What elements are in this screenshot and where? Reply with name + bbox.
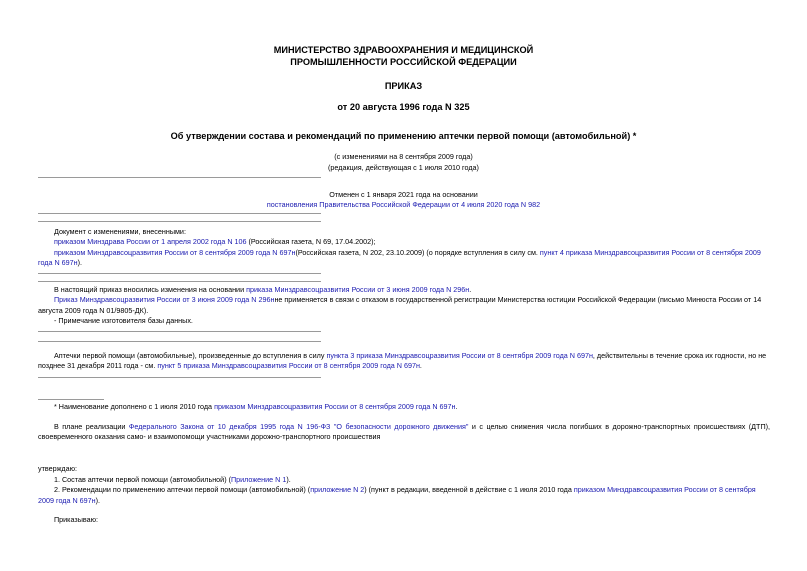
cancel-link[interactable]: постановления Правительства Российской Федерации от 4 июля 2020 года N 982 xyxy=(266,200,541,210)
amendment-link[interactable]: приказом Минздрава России от 1 апреля 2002 года N 106 xyxy=(54,237,247,247)
doc-date-number: от 20 августа 1996 года N 325 xyxy=(337,102,470,112)
divider xyxy=(38,221,321,222)
validity-block xyxy=(38,351,770,372)
ministry-name xyxy=(0,44,807,69)
db-note: - Примечание изготовителя базы данных. xyxy=(54,316,193,326)
law-link[interactable]: Федерального Закона от 10 декабря 1995 года N 196-ФЗ "О безопасности дорожного движения" xyxy=(128,422,469,431)
footnote-separator xyxy=(38,399,104,400)
doc-type: ПРИКАЗ xyxy=(384,81,423,91)
divider xyxy=(38,177,321,178)
changes-block xyxy=(38,285,770,327)
divider xyxy=(38,213,321,214)
approved-item: 1. Состав аптечки первой помощи (автомобильной) (Приложение N 1). xyxy=(54,475,291,484)
cancel-text: Отменен с 1 января 2021 года на основании xyxy=(329,190,478,199)
cancel-notice xyxy=(0,190,807,211)
amendment-link[interactable]: приказом Минздравсоцразвития России от 8 сентября 2009 года N 697н xyxy=(54,247,296,257)
changes-link[interactable]: Приказ Минздравсоцразвития России от 3 июня 2009 года N 296н xyxy=(54,295,275,305)
divider xyxy=(38,273,321,274)
order-label: Приказываю: xyxy=(54,515,98,524)
order-link[interactable]: приказом Минздравсоцразвития России от 8 сентября 2009 года N 697н xyxy=(38,485,756,505)
amendment-item: приказом Минздрава России от 1 апреля 2002 года N 106 (Российская газета, N 69, 17.04.2002); xyxy=(54,237,376,247)
amendments-heading: Документ с изменениями, внесенными: xyxy=(54,227,186,236)
validity-link[interactable]: пункта 3 приказа Минздравсоцразвития России от 8 сентября 2009 года N 697н xyxy=(326,351,593,360)
amendments-block xyxy=(38,227,770,269)
validity-link[interactable]: пункт 5 приказа Минздравсоцразвития России от 8 сентября 2009 года N 697н xyxy=(157,361,420,371)
divider xyxy=(38,281,321,282)
ministry-line-1: МИНИСТЕРСТВО ЗДРАВООХРАНЕНИЯ И МЕДИЦИНСКОЙ xyxy=(273,45,534,55)
divider xyxy=(38,341,321,342)
footnote: * Наименование дополнено с 1 июля 2010 года приказом Минздравсоцразвития России от 8 сентября 2009 года N 697н. xyxy=(54,402,458,411)
divider xyxy=(38,331,321,332)
validity-paragraph: Аптечки первой помощи (автомобильные), произведенные до вступления в силу пункта 3 приказа Минздравсоцразвития России от 8 сентября 2009 года N 697н, действительны в течение срока их годности, но не позднее 31 декабря 2011 года - см. пункт 5 приказа Минздравсоцразвития России от 8 сентября 2009 года N 697н. xyxy=(38,351,767,371)
changes-paragraph: В настоящий приказ вносились изменения на основании приказа Минздравсоцразвития России от 3 июня 2009 года N 296н. xyxy=(54,285,472,294)
appendix-1-link[interactable]: Приложение N 1 xyxy=(230,475,287,484)
intro-paragraph: В плане реализации Федерального Закона от 10 декабря 1995 года N 196-ФЗ "О безопасности дорожного движения" и с целью снижения числа погибших в дорожно-транспортных происшествиях (ДТП), своевременного оказания само- и взаимопомощи участниками дорожно-транспортного происшествия xyxy=(38,422,770,442)
divider xyxy=(38,377,321,378)
ministry-line-2: ПРОМЫШЛЕННОСТИ РОССИЙСКОЙ ФЕДЕРАЦИИ xyxy=(290,57,517,68)
changes-paragraph: Приказ Минздравсоцразвития России от 3 июня 2009 года N 296нне применяется в связи с отказом в государственной регистрации Министерства юстиции Российской Федерации (письмо Минюста России от 14 августа 2009 года N 01/9805-ДК). xyxy=(38,295,762,315)
changes-note: (с изменениями на 8 сентября 2009 года) xyxy=(334,152,473,161)
approve-label: утверждаю: xyxy=(38,464,78,473)
amendment-link[interactable]: пункт 4 приказа Минздравсоцразвития России от 8 сентября 2009 года N 697н xyxy=(38,247,761,268)
changes-link[interactable]: приказа Минздравсоцразвития России от 3 июня 2009 года N 296н xyxy=(246,285,470,294)
edition-note: (редакция, действующая с 1 июля 2010 года) xyxy=(328,163,479,172)
doc-title: Об утверждении состава и рекомендаций по применению аптечки первой помощи (автомобильной) * xyxy=(170,131,637,141)
approved-item: 2. Рекомендации по применению аптечки первой помощи (автомобильной) (приложение N 2) (пункт в редакции, введенной в действие с 1 июля 2010 года приказом Минздравсоцразвития России от 8 сентября 2009 года N 697н). xyxy=(38,485,756,505)
footnote-link[interactable]: приказом Минздравсоцразвития России от 8 сентября 2009 года N 697н xyxy=(214,402,456,411)
appendix-2-link[interactable]: приложение N 2 xyxy=(310,485,365,495)
amendment-item: приказом Минздравсоцразвития России от 8 сентября 2009 года N 697н(Российская газета, N 202, 23.10.2009) (о порядке вступления в силу см. пункт 4 приказа Минздравсоцразвития России от 8 сентября 2009 года N 697н). xyxy=(38,247,761,268)
approved-items xyxy=(38,475,770,506)
